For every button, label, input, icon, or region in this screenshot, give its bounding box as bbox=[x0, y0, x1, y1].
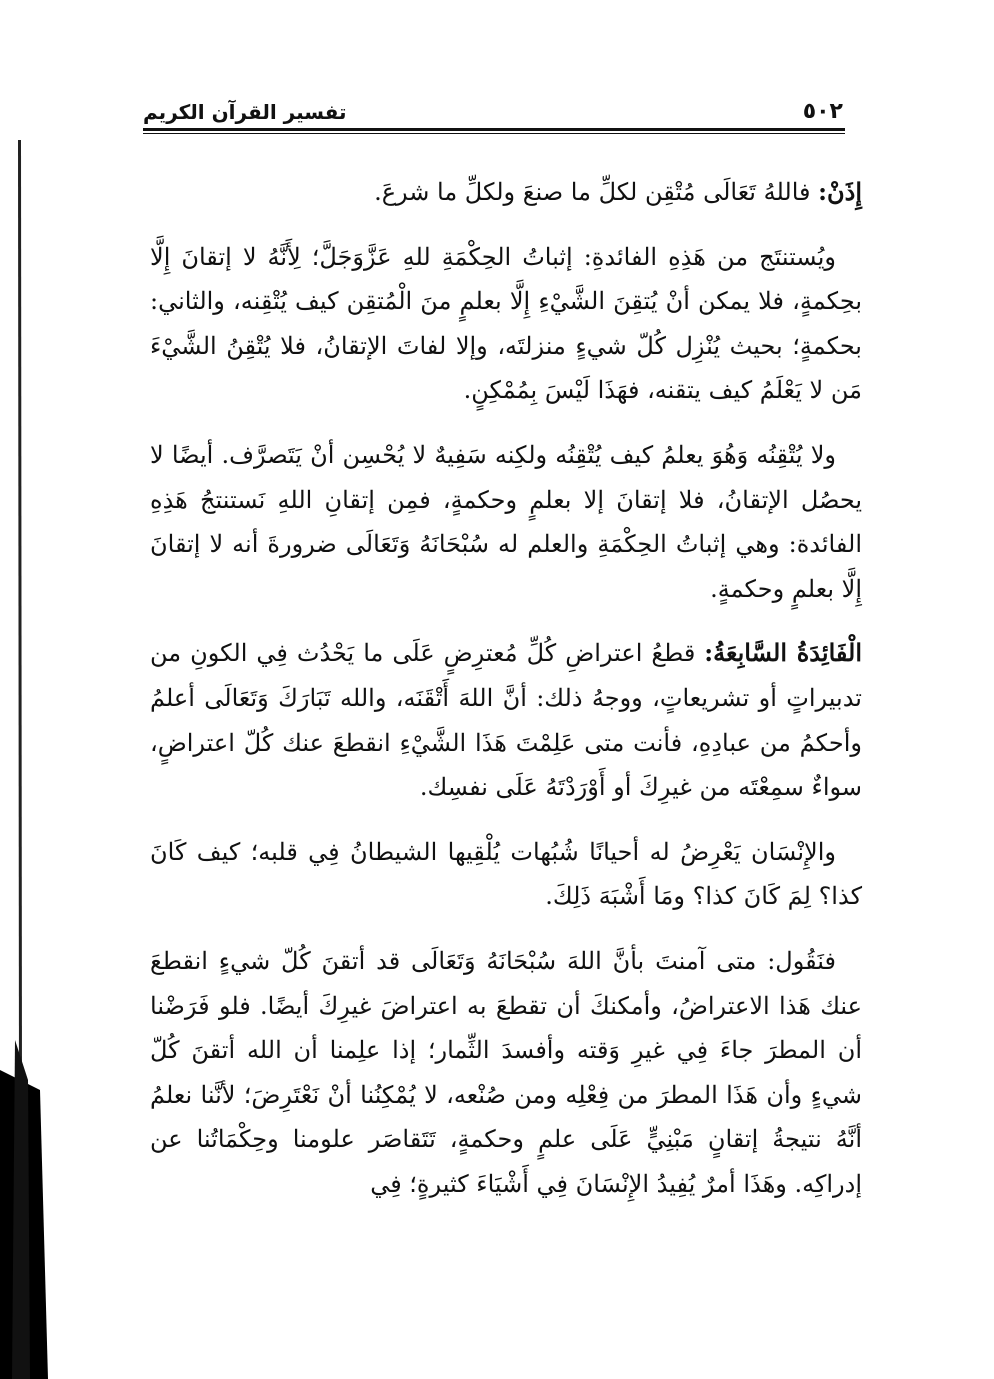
body-text bbox=[150, 170, 862, 1226]
header-rule bbox=[143, 128, 845, 131]
paragraph-2 bbox=[150, 235, 862, 413]
paragraph-text: فنَقُول: متى آمنتَ بأنَّ اللهَ سُبْحَانَهُ وَتَعَالَى قد أتقنَ كُلّ شيءٍ انقطعَ عنك هَذا الاعتراضُ، وأمكنكَ أن تقطعَ به اعتراضَ غيرِكَ أيضًا. فلو فَرَضْنا أن المطرَ جاءَ فِي غيرِ وَقته وأفسدَ الثِّمار؛ إذا علِمنا أن الله أتقنَ كُلّ شيءٍ وأن هَذَا المطرَ من فِعْلِه ومن صُنْعه، لا يُمْكِنُنا أنْ نَعْتَرِضَ؛ لأنَّنا نعلمُ أنَّهُ نتيجةُ إتقانٍ مَبْنِيٍّ عَلَى علمٍ وحكمةٍ، تَتَقاصَر علومنا وحِكْمَاتُنا عن إدراكِه. وهَذَا أمرٌ يُفِيدُ الإِنْسَانَ فِي أَشْيَاءَ كثيرةٍ؛ فِي bbox=[150, 946, 863, 1198]
paragraph-text: فاللهُ تَعَالَى مُتْقِن لكلِّ ما صنعَ ولكلِّ ما شرعَ. bbox=[374, 178, 819, 206]
paragraph-1 bbox=[150, 170, 862, 215]
page-number: ٥٠٢ bbox=[802, 99, 843, 124]
paragraph-text: ويُستنتَج من هَذِهِ الفائدةِ: إثباتُ الحِكْمَةِ للهِ عَزَّوَجَلَّ؛ لِأَنَّهُ لا إتقانَ إِلَّا بحِكمةٍ، فلا يمكن أنْ يُتقِنَ الشَّيْءِ إِلَّا بعلمٍ منَ الْمُتقِن كيف يُتْقِنه، والثاني: بحكمةٍ؛ بحيث يُنْزِل كُلّ شيءٍ منزلتَه، وإلا لفاتَ الإتقانُ، فلا يُتْقِنُ الشَّيْءَ مَن لا يَعْلَمُ كيف يتقنه، فهَذَا لَيْسَ بِمُمْكِنٍ. bbox=[150, 242, 862, 405]
paragraph-4 bbox=[150, 631, 862, 809]
book-title: تفسير القرآن الكريم bbox=[143, 100, 347, 124]
paragraph-lead: إِذَنْ: bbox=[818, 177, 862, 206]
paragraph-3 bbox=[150, 433, 862, 611]
paragraph-text: والإِنْسَان يَعْرِضُ له أحيانًا شُبُهات يُلْقِيها الشيطانُ فِي قلبه؛ كيف كَانَ كذا؟ لِمَ كَانَ كذا؟ ومَا أَشْبَهَ ذَلِكَ. bbox=[150, 837, 862, 911]
paragraph-text: قطعُ اعتراضِ كُلِّ مُعترِضٍ عَلَى ما يَحْدُث فِي الكونِ من تدبيراتٍ أو تشريعاتٍ، ووجهُ ذلك: أنَّ اللهَ أَتْقَنَه، والله تَبَارَكَ وَتَعَالَى أعلمُ وأحكمُ من عبادِهِ، فأنت متى عَلِمْتَ هَذَا الشَّيْءِ انقطعَ عنك كُلّ اعتراضٍ، سواءٌ سمِعْتَه من غيرِكَ أو أَوْرَدْتَهُ عَلَى نفسِك. bbox=[150, 639, 862, 802]
running-header bbox=[143, 90, 843, 124]
paragraph-5 bbox=[150, 830, 862, 919]
paragraph-6 bbox=[150, 939, 862, 1207]
header-rule-thin bbox=[143, 133, 845, 134]
section-heading: الْفَائِدَةُ السَّابِعَةُ: bbox=[704, 638, 862, 668]
paragraph-text: ولا يُتْقِنُه وَهُوَ يعلمُ كيف يُتْقِنُه ولكِنه سَفِيهٌ لا يُحْسِن أنْ يَتَصرَّف. أيضًا لا يحصُل الإتقانُ، فلا إتقانَ إلا بعلمٍ وحكمةٍ، فمِن إتقانِ اللهِ نَستنتجُ هَذِهِ الفائدة: وهي إثباتُ الحِكْمَةِ والعلم له سُبْحَانَهُ وَتَعَالَى ضرورةَ أنه لا إتقانَ إِلَّا بعلمٍ وحكمةٍ. bbox=[150, 440, 862, 603]
